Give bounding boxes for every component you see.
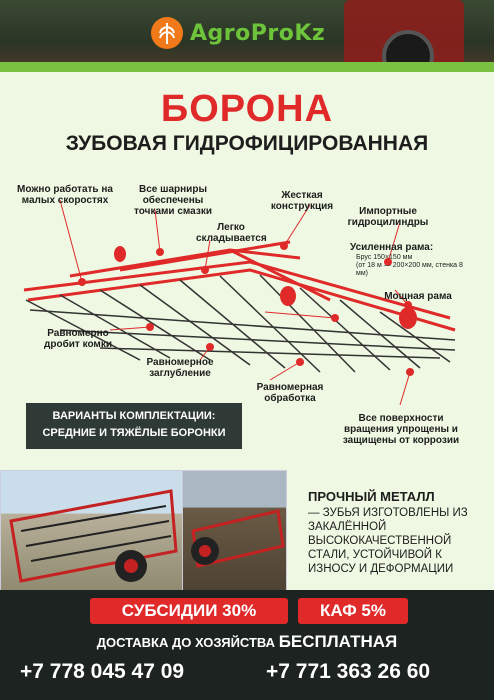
subsidy-badge: СУБСИДИИ 30% <box>90 598 288 624</box>
page-subtitle: ЗУБОВАЯ ГИДРОФИЦИРОВАННАЯ <box>65 132 429 155</box>
feature-marker <box>331 314 339 322</box>
page-title: БОРОНА <box>160 88 334 130</box>
feature-marker <box>404 301 412 309</box>
brand-name: AgroProKz <box>190 20 326 46</box>
feature-rigid: Жесткая конструкция <box>270 190 334 212</box>
feature-marker <box>406 368 414 376</box>
delivery-prefix: ДОСТАВКА ДО ХОЗЯЙСТВА <box>96 635 276 650</box>
feature-marker <box>206 343 214 351</box>
feature-depth: Равномерное заглубление <box>146 357 214 379</box>
configuration-title: ВАРИАНТЫ КОМПЛЕКТАЦИИ: <box>52 410 216 422</box>
phone-number-2[interactable]: +7 771 363 26 60 <box>266 660 431 683</box>
feature-marker <box>280 242 288 250</box>
feature-low-speed: Можно работать на малых скоростях <box>17 184 113 206</box>
feature-marker <box>156 248 164 256</box>
feature-marker <box>78 278 86 286</box>
feature-clods: Равномерно дробит комки <box>44 328 112 350</box>
metal-description: — ЗУБЬЯ ИЗГОТОВЛЕНЫ ИЗ ЗАКАЛЁННОЙ ВЫСОКОКАЧЕСТВЕННОЙ СТАЛИ, УСТОЙЧИВОЙ К ИЗНОСУ И ДЕФОРМАЦИИ <box>308 507 468 575</box>
feature-marker <box>146 323 154 331</box>
harrow-photo-2 <box>182 470 287 592</box>
harrow-photo-2-drawing <box>183 471 286 591</box>
feature-frame: Усиленная рама: <box>350 242 434 253</box>
feature-processing: Равномерная обработка <box>256 382 324 404</box>
feature-power-frame: Мощная рама <box>384 291 452 302</box>
feature-hydraulics: Импортные гидроцилиндры <box>347 206 429 228</box>
feature-corrosion: Все поверхности вращения упрощены и защищены от коррозии <box>342 413 460 446</box>
metal-heading: ПРОЧНЫЙ МЕТАЛЛ <box>308 489 435 504</box>
configuration-value: СРЕДНИЕ И ТЯЖЁЛЫЕ БОРОНКИ <box>42 427 226 439</box>
feature-frame-note: (от 18 м — 200×200 мм, стенка 8 мм) <box>356 262 463 277</box>
feature-marker <box>201 266 209 274</box>
harrow-photo-1 <box>0 470 187 592</box>
kaf-badge: КАФ 5% <box>298 598 408 624</box>
delivery-line <box>0 632 494 652</box>
feature-lubrication: Все шарниры обеспечены точками смазки <box>134 184 212 217</box>
feature-folding: Легко складывается <box>196 222 267 244</box>
delivery-value: БЕСПЛАТНАЯ <box>278 632 398 651</box>
feature-marker <box>296 358 304 366</box>
harrow-photo-1-drawing <box>1 471 186 591</box>
phone-number-1[interactable]: +7 778 045 47 09 <box>20 660 185 683</box>
configuration-banner <box>26 403 242 449</box>
feature-frame-beam: Брус 150×150 мм <box>356 254 413 261</box>
